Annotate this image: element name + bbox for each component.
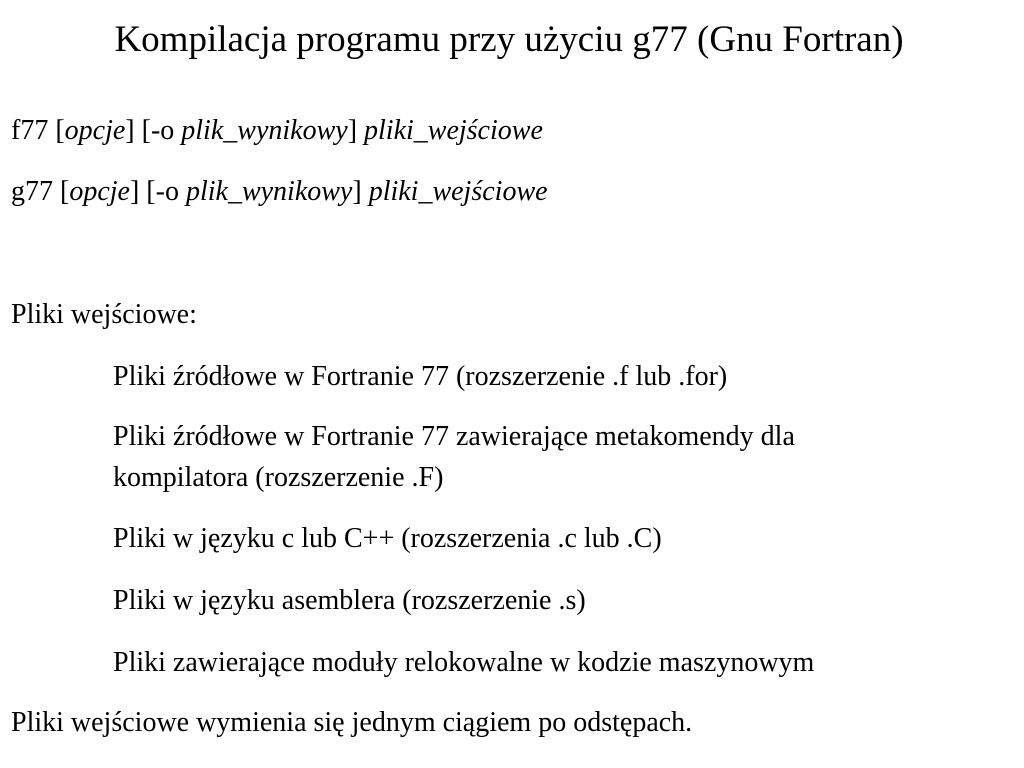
input-files-placeholder: pliki_wejściowe — [368, 176, 548, 207]
output-file-placeholder: plik_wynikowy — [181, 115, 348, 146]
list-item: Pliki w języku c lub C++ (rozszerzenia .c lub .C) — [113, 523, 662, 554]
command-syntax-g77 — [11, 175, 548, 209]
syntax-bracket: ] — [352, 176, 369, 207]
list-item: Pliki źródłowe w Fortranie 77 (rozszerzenie .f lub .for) — [113, 361, 728, 392]
command-name: f77 — [11, 115, 49, 146]
command-syntax-f77 — [11, 114, 543, 148]
syntax-bracket: ] — [347, 115, 365, 146]
syntax-bracket: ] [-o — [129, 176, 186, 207]
syntax-bracket: ] [-o — [125, 115, 182, 146]
options-placeholder: opcje — [64, 115, 126, 146]
output-file-placeholder: plik_wynikowy — [185, 176, 353, 207]
list-item-continuation: kompilatora (rozszerzenie .F) — [113, 462, 444, 493]
slide-title: Kompilacja programu przy użyciu g77 (Gnu Fortran) — [114, 19, 904, 60]
list-item: Pliki w języku asemblera (rozszerzenie .s) — [113, 585, 586, 616]
list-item: Pliki źródłowe w Fortranie 77 zawierające metakomendy dla — [113, 421, 795, 452]
command-name: g77 — [11, 176, 53, 207]
syntax-bracket: [ — [53, 176, 70, 207]
list-item: Pliki zawierające moduły relokowalne w kodzie maszynowym — [113, 647, 815, 678]
options-placeholder: opcje — [69, 176, 130, 207]
input-files-heading: Pliki wejściowe: — [11, 299, 197, 330]
input-files-placeholder: pliki_wejściowe — [364, 115, 543, 146]
footer-note: Pliki wejściowe wymienia się jednym ciągiem po odstępach. — [11, 707, 693, 738]
syntax-bracket: [ — [48, 115, 65, 146]
